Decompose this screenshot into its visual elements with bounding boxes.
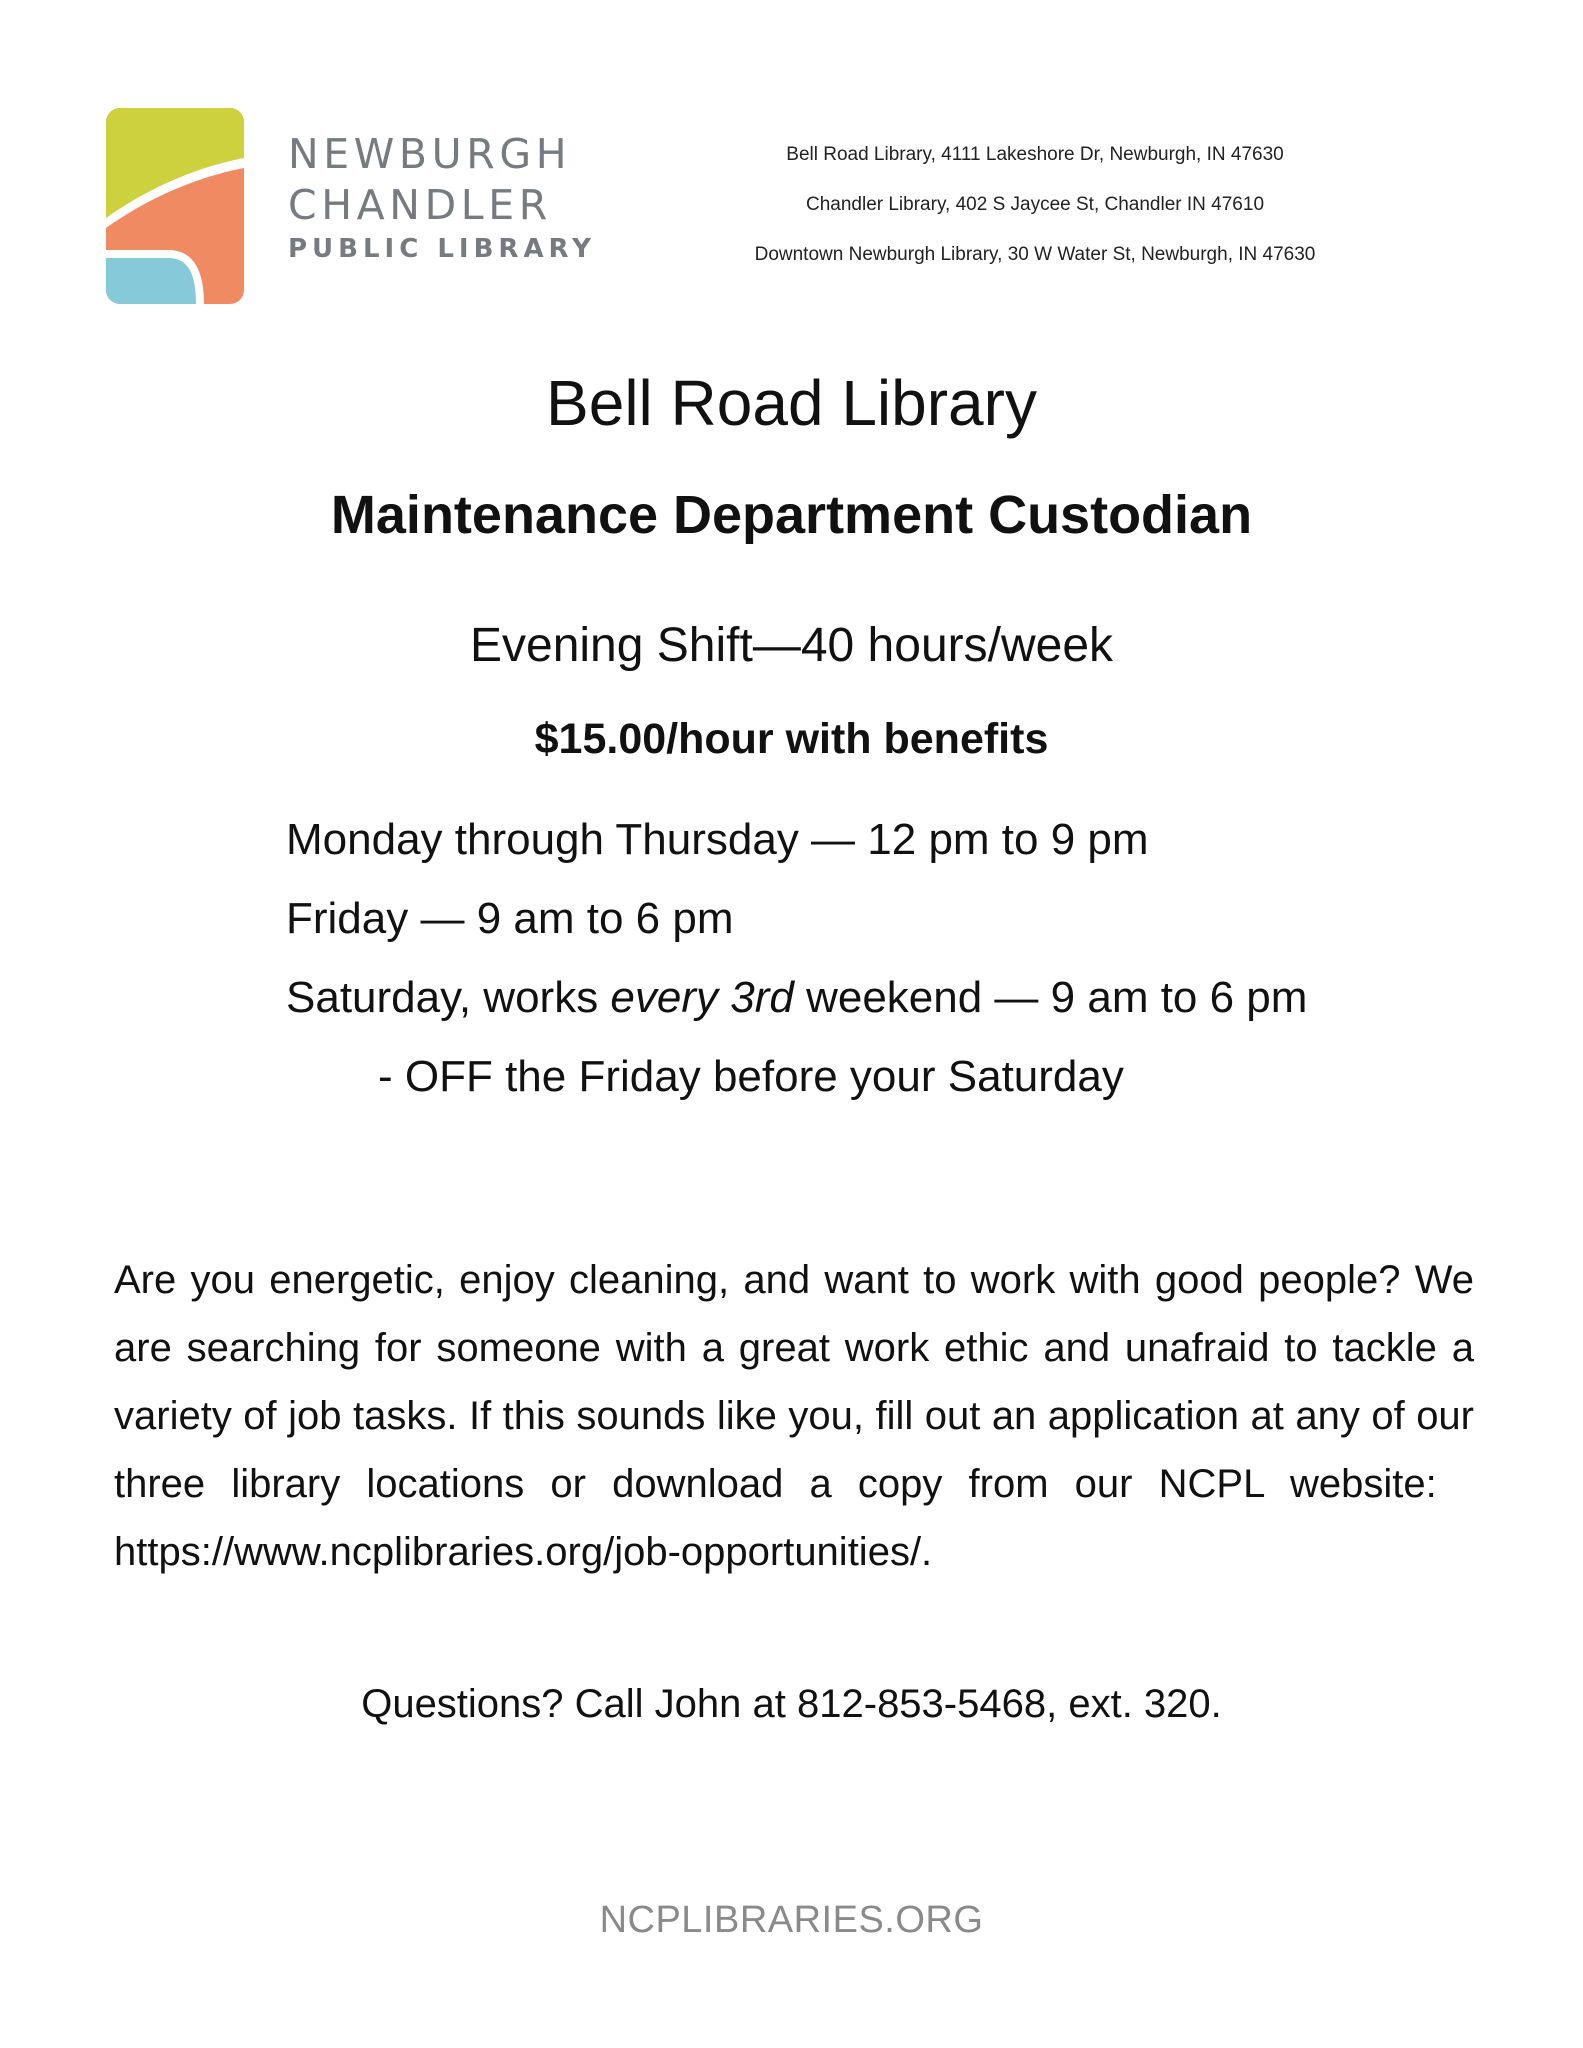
shift-info: Evening Shift—40 hours/week (469, 619, 1114, 672)
schedule-note: - OFF the Friday before your Saturday (378, 1052, 1124, 1101)
logo-line-public-library: PUBLIC LIBRARY (288, 234, 596, 264)
job-title: Maintenance Department Custodian (330, 485, 1253, 545)
job-description (114, 1246, 1474, 1586)
schedule-saturday (286, 958, 1536, 1037)
logo-line-chandler: CHANDLER (288, 181, 552, 229)
schedule-saturday-emphasis: every 3rd (610, 973, 794, 1022)
schedule-saturday-suffix: weekend — 9 am to 6 pm (793, 973, 1308, 1022)
location-title: Bell Road Library (546, 367, 1037, 439)
work-schedule (286, 800, 1536, 1116)
job-opportunities-link[interactable]: https://www.ncplibraries.org/job-opportunities/. (114, 1530, 933, 1574)
schedule-weekdays: Monday through Thursday — 12 pm to 9 pm (286, 815, 1149, 864)
address-chandler: Chandler Library, 402 S Jaycee St, Chandler IN 47610 (805, 194, 1265, 215)
logo-line-newburgh: NEWBURGH (288, 130, 572, 178)
library-logo-icon (106, 108, 244, 304)
address-downtown-newburgh: Downtown Newburgh Library, 30 W Water St, Newburgh, IN 47630 (754, 244, 1316, 265)
pay-info: $15.00/hour with benefits (534, 715, 1049, 763)
schedule-friday: Friday — 9 am to 6 pm (286, 894, 734, 943)
footer-website: NCPLIBRARIES.ORG (599, 1899, 984, 1941)
library-logo-wordmark (288, 130, 608, 264)
contact-questions: Questions? Call John at 812-853-5468, ext. 320. (361, 1682, 1222, 1726)
schedule-saturday-prefix: Saturday, works (286, 973, 611, 1022)
library-addresses (690, 140, 1380, 290)
address-bell-road: Bell Road Library, 4111 Lakeshore Dr, Newburgh, IN 47630 (786, 144, 1284, 165)
job-description-text: Are you energetic, enjoy cleaning, and want to work with good people? We are searching for someone with a great work ethic and unafraid to tackle a variety of job tasks. If this sounds like you, fill out an application at any of our three library locations or download a copy from our NCPL website: (114, 1258, 1474, 1506)
